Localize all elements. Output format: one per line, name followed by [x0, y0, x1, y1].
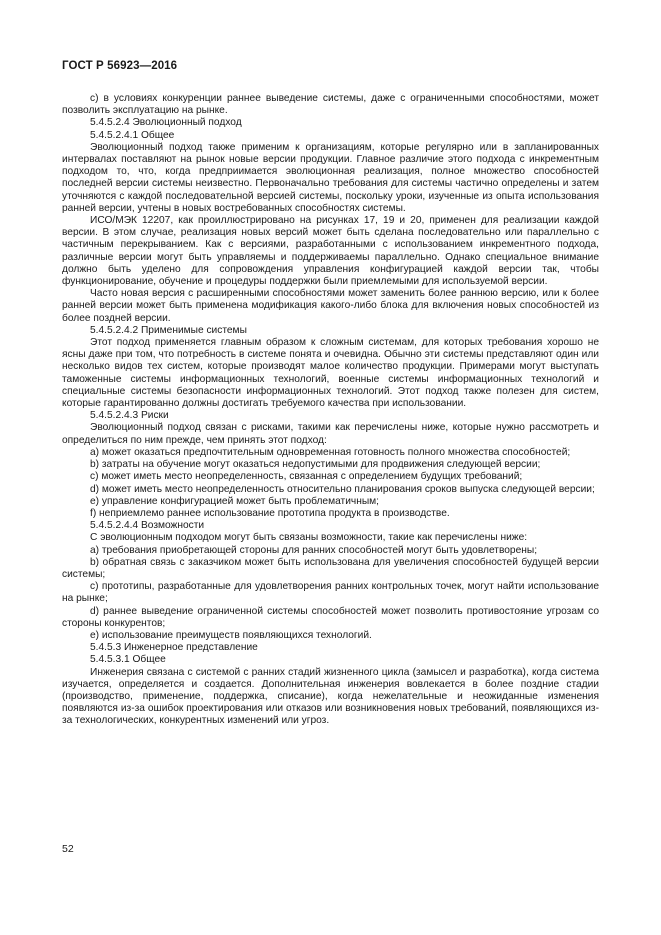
section-heading: 5.4.5.2.4.3 Риски [90, 410, 169, 422]
paragraph: с) в условиях конкуренции раннее выведение системы, даже с ограниченными способностями, может позволить эксплуатацию на рынке. [62, 93, 599, 117]
list-item: е) использование преимуществ появляющихся технологий. [90, 629, 372, 641]
section-heading: 5.4.5.2.4 Эволюционный подход [90, 117, 242, 129]
list-item: а) может оказаться предпочтительным одновременная готовность полного множества способностей; [90, 446, 571, 458]
paragraph: С эволюционным подходом могут быть связаны возможности, такие как перечислены ниже: [90, 532, 528, 544]
list-item: е) управление конфигурацией может быть проблематичным; [90, 495, 379, 507]
section-heading: 5.4.5.2.4.4 Возможности [90, 520, 205, 532]
list-item: d) раннее выведение ограниченной системы способностей может позволить противостояние угрозам со стороны конкурентов; [62, 605, 599, 629]
paragraph: Этот подход применяется главным образом к сложным системам, для которых требования хорошо не ясны даже при том, что потребность в системе понята и очевидна. Обычно эти системы представляют один или несколько видов тех систем, которые производят малое количество продукции. Примерами могут выступать таможенные системы информационных технологий, военные системы информационных технологий и специальные системы безопасности информационных технологий. Этот подход также полезен для систем, которые гарантированно должны достигать требуемого качества при использовании. [62, 337, 599, 410]
page-number: 52 [62, 843, 74, 855]
paragraph: Инженерия связана с системой с ранних стадий жизненного цикла (замысел и разработка), когда система изучается, определяется и создается. Дополнительная инженерия вовлекается в более поздние стадии (производство, применение, поддержка, списание), когда нежелательные и неожиданные изменения появляются из-за ошибок проектирования или отказов или возникновения новых требований, появляющихся из-за технологических, конкурентных изменений или угроз. [62, 666, 599, 727]
section-heading: 5.4.5.2.4.1 Общее [90, 129, 175, 141]
body-text [62, 93, 599, 728]
list-item: d) может иметь место неопределенность относительно планирования сроков выпуска следующей версии; [90, 483, 595, 495]
paragraph: ИСО/МЭК 12207, как проиллюстрировано на рисунках 17, 19 и 20, применен для реализации каждой версии. В этом случае, реализация новых версий может быть сделана последовательно или параллельно с частичным перекрыванием. Как с версиями, разработанными с использованием инкрементного подхода, различные версии могут быть управляемы и поддерживаемы параллельно. Однако специальное внимание должно быть уделено для сопровождения управления конфигурацией каждой версии так, чтобы функционирование, обучение и процедуры поддержки были приемлемыми для используемой версии. [62, 215, 599, 288]
list-item: f) неприемлемо раннее использование прототипа продукта в производстве. [90, 507, 450, 519]
paragraph: Эволюционный подход связан с рисками, такими как перечислены ниже, которые нужно рассмотреть и определиться по ним прежде, чем принять этот подход: [62, 422, 599, 446]
paragraph: Эволюционный подход также применим к организациям, которые регулярно или в запланированных интервалах поставляют на рынок новые версии продукции. Главное различие этого подхода с инкрементным подходом то, что, когда предприимается эволюционная реализация, полное множество способностей последней версии системы неизвестно. Первоначально требования для системы частично определены и затем уточняются с каждой последовательной версией системы, поскольку уроки, изученные из опыта использования ранней версии, учтены в новых востребованных способностях системы. [62, 141, 599, 214]
list-item: а) требования приобретающей стороны для ранних способностей могут быть удовлетворены; [90, 544, 538, 556]
list-item: b) обратная связь с заказчиком может быть использована для увеличения способностей будущей версии системы; [62, 556, 599, 580]
section-heading: 5.4.5.3 Инженерное представление [90, 642, 258, 654]
list-item: b) затраты на обучение могут оказаться недопустимыми для продвижения следующей версии; [90, 459, 541, 471]
section-heading: 5.4.5.2.4.2 Применимые системы [90, 324, 247, 336]
section-heading: 5.4.5.3.1 Общее [90, 654, 166, 666]
list-item: с) прототипы, разработанные для удовлетворения ранних контрольных точек, могут найти использование на рынке; [62, 581, 599, 605]
document-header: ГОСТ Р 56923—2016 [62, 60, 178, 72]
paragraph: Часто новая версия с расширенными способностями может заменить более раннюю версию, или к более ранней версии может быть применена модификация какого-либо блока для включения новых способностей из более поздней версии. [62, 288, 599, 324]
list-item: с) может иметь место неопределенность, связанная с определением будущих требований; [90, 471, 523, 483]
